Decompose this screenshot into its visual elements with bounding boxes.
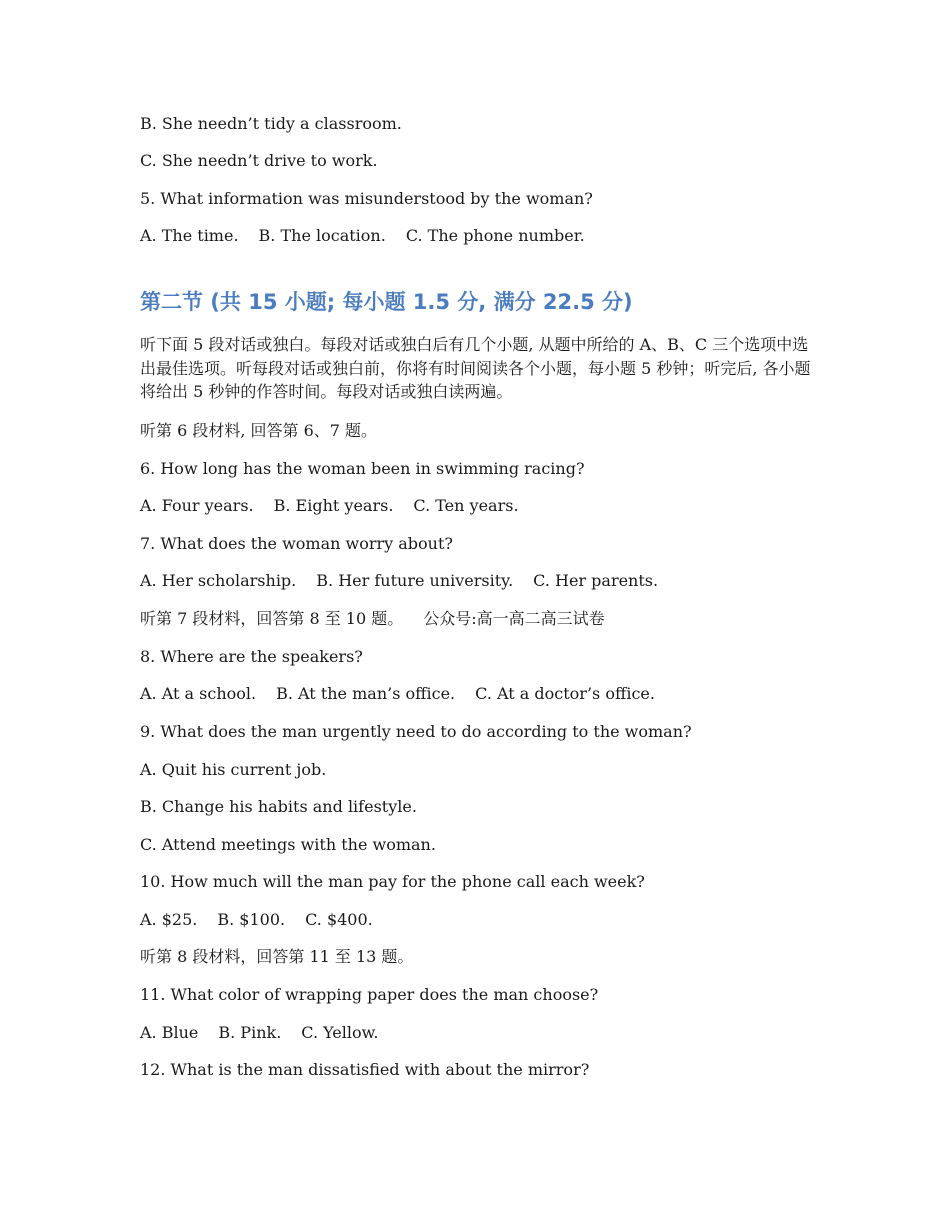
q10-option-b: B. $100. — [217, 910, 286, 929]
q10-options — [140, 909, 373, 931]
q6-option-b: B. Eight years. — [273, 496, 394, 515]
q11-option-b: B. Pink. — [218, 1023, 282, 1042]
question-12: 12. What is the man dissatisfied with about the mirror? — [140, 1060, 590, 1079]
passage-6-intro: 听第 6 段材料, 回答第 6、7 题。 — [140, 421, 378, 440]
q11-options — [140, 1022, 379, 1044]
q7-options — [140, 570, 658, 592]
q7-option-a: A. Her scholarship. — [140, 571, 297, 590]
q6-options — [140, 495, 519, 517]
section-instructions: 听下面 5 段对话或独白。每段对话或独白后有几个小题, 从题中所给的 A、B、C 三个选项中选出最佳选项。听每段对话或独白前，你将有时间阅读各个小题，每小题 5 秒钟；听完后, 各小题将给出 5 秒钟的作答时间。每段对话或独白读两遍。 — [140, 335, 811, 401]
q8-option-c: C. At a doctor’s office. — [475, 684, 655, 703]
q11-option-c: C. Yellow. — [301, 1023, 379, 1042]
q7-option-c: C. Her parents. — [533, 571, 659, 590]
q7-option-b: B. Her future university. — [316, 571, 514, 590]
q9-option-c: C. Attend meetings with the woman. — [140, 835, 436, 854]
question-7: 7. What does the woman worry about? — [140, 534, 453, 553]
question-11: 11. What color of wrapping paper does the man choose? — [140, 985, 599, 1004]
passage-8-intro: 听第 8 段材料，回答第 11 至 13 题。 — [140, 947, 414, 966]
watermark-text: 公众号:高一高二高三试卷 — [423, 609, 605, 628]
question-8: 8. Where are the speakers? — [140, 647, 363, 666]
q9-option-a: A. Quit his current job. — [140, 760, 327, 779]
question-9: 9. What does the man urgently need to do according to the woman? — [140, 722, 692, 741]
question-6: 6. How long has the woman been in swimming racing? — [140, 459, 585, 478]
section-heading: 第二节 (共 15 小题; 每小题 1.5 分, 满分 22.5 分) — [140, 290, 633, 314]
q4-option-b: B. She needn’t tidy a classroom. — [140, 114, 402, 133]
q5-options — [140, 225, 585, 247]
q11-option-a: A. Blue — [140, 1023, 199, 1042]
question-10: 10. How much will the man pay for the phone call each week? — [140, 872, 645, 891]
passage-7-text: 听第 7 段材料，回答第 8 至 10 题。 — [140, 609, 404, 628]
q10-option-c: C. $400. — [305, 910, 373, 929]
q8-option-b: B. At the man’s office. — [276, 684, 456, 703]
q5-option-b: B. The location. — [258, 226, 386, 245]
q8-option-a: A. At a school. — [140, 684, 257, 703]
q5-option-c: C. The phone number. — [405, 226, 585, 245]
q10-option-a: A. $25. — [140, 910, 198, 929]
q6-option-c: C. Ten years. — [413, 496, 519, 515]
q6-option-a: A. Four years. — [140, 496, 254, 515]
q9-option-b: B. Change his habits and lifestyle. — [140, 797, 417, 816]
q4-option-c: C. She needn’t drive to work. — [140, 151, 378, 170]
question-5: 5. What information was misunderstood by the woman? — [140, 189, 593, 208]
passage-7-intro — [140, 608, 605, 630]
q8-options — [140, 683, 655, 705]
q5-option-a: A. The time. — [140, 226, 239, 245]
